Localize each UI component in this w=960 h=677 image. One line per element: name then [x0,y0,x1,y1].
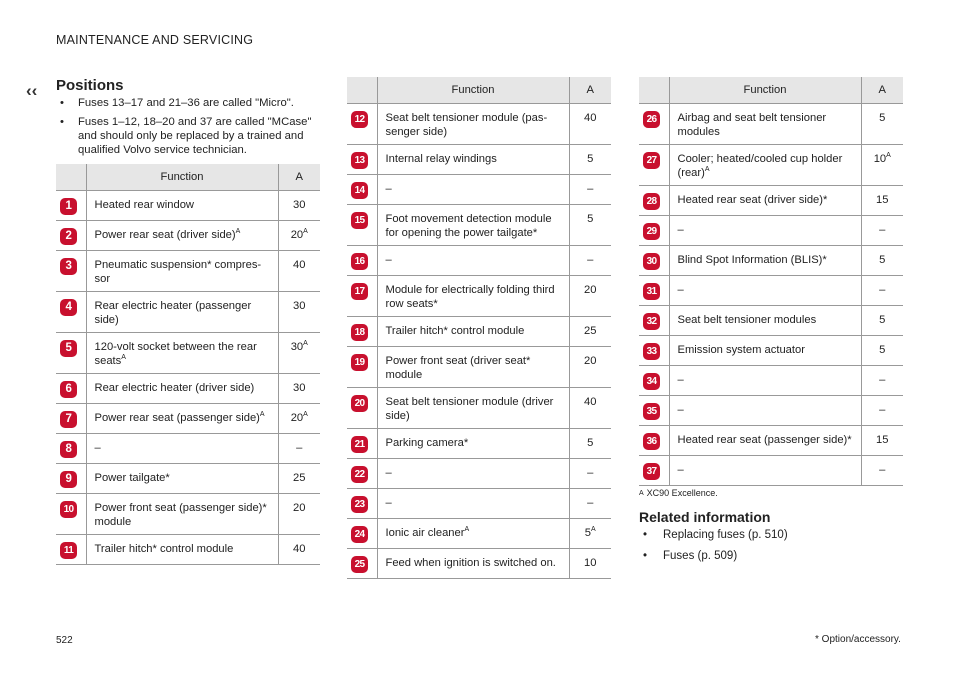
fuse-function-cell [669,246,861,276]
fuse-amperage-cell [569,104,611,145]
fuse-row [639,456,903,486]
fuse-amperage-cell [569,205,611,246]
fuse-amperage-text: 10 [584,557,597,569]
fuse-number-cell [347,104,377,145]
fuse-row [347,519,611,549]
fuse-number-cell [639,276,669,306]
fuse-number-cell [56,221,86,251]
fuse-amperage-text: 30 [290,341,304,353]
fuse-amperage-cell [569,388,611,429]
fuse-amperage-text: 5 [879,344,886,356]
bullet-item: • Fuses 1–12, 18–20 and 37 are called "MCase" and should only be replaced by a trained and qualified Volvo service technician. [56,115,326,157]
fuse-amperage-cell [861,246,903,276]
fuse-row [56,374,320,404]
footnote-marker: A [886,152,891,159]
fuse-number-badge: 18 [351,324,368,341]
fuse-function-text: Blind Spot Information (BLIS)* [677,254,827,266]
fuse-function-text: Module for electrically folding third row seats* [385,284,555,310]
fuse-number-badge: 16 [351,253,368,270]
fuse-row [347,145,611,175]
related-information-list [639,528,788,570]
fuse-function-text: – [385,183,392,195]
fuse-number-badge: 22 [351,466,368,483]
fuse-function-cell [86,221,278,251]
fuse-function-cell [86,464,278,494]
fuse-amperage-text: 40 [293,259,306,271]
fuse-amperage-cell [569,429,611,459]
footnote-marker: A [639,490,644,497]
footnote-marker: A [464,526,470,533]
fuse-number-cell [639,145,669,186]
fuse-amperage-cell [569,519,611,549]
fuse-number-badge: 36 [643,433,660,450]
fuse-function-cell [86,404,278,434]
fuse-function-text: Heated rear window [94,199,194,211]
fuse-function-text: Rear electric heater (passenger side) [94,300,252,326]
fuse-amperage-cell [569,489,611,519]
fuse-amperage-text: 30 [293,382,306,394]
fuse-function-cell [377,246,569,276]
fuse-row [56,333,320,374]
fuse-amperage-cell [569,276,611,317]
fuse-table-1 [56,164,320,565]
fuse-row [639,306,903,336]
fuse-row [639,396,903,426]
fuse-number-cell [56,535,86,565]
fuse-function-cell [377,429,569,459]
fuse-number-badge: 4 [60,299,77,316]
fuse-number-badge: 29 [643,223,660,240]
fuse-function-cell [86,434,278,464]
fuse-row [56,535,320,565]
fuse-function-cell [86,292,278,333]
fuse-number-badge: 14 [351,182,368,199]
fuse-function-text: Seat belt tensioner modules [677,314,817,326]
fuse-function-text: Emission system actuator [677,344,805,356]
fuse-function-text: Internal relay windings [385,153,497,165]
fuse-function-text: Trailer hitch* control module [94,543,234,555]
fuse-function-text: – [677,224,684,236]
fuse-function-text: Seat belt tensioner module (driver side) [385,396,554,422]
fuse-number-cell [639,246,669,276]
fuse-amperage-text: 25 [293,472,306,484]
fuse-row [639,336,903,366]
fuse-function-text: Power rear seat (driver side) [94,229,236,241]
fuse-function-text: Ionic air cleaner [385,527,465,539]
column-header-number [56,164,86,191]
related-information-title: Related information [639,509,771,525]
fuse-number-cell [347,145,377,175]
fuse-amperage-text: 40 [584,112,597,124]
fuse-function-text: Feed when ignition is switched on. [385,557,556,569]
footnote-marker: A [259,411,265,418]
fuse-number-cell [639,104,669,145]
fuse-amperage-cell [861,104,903,145]
fuse-amperage-text: 5 [584,527,592,539]
fuse-number-cell [347,175,377,205]
fuse-number-cell [347,276,377,317]
fuse-number-cell [56,434,86,464]
fuse-function-text: Heated rear seat (driver side)* [677,194,828,206]
fuse-function-text: Heated rear seat (passenger side)* [677,434,852,446]
fuse-function-text: – [385,254,392,266]
fuse-amperage-text: 40 [293,543,306,555]
fuse-amperage-cell [861,276,903,306]
fuse-function-cell [86,494,278,535]
fuse-row [639,216,903,246]
fuse-row [639,426,903,456]
fuse-row [347,276,611,317]
fuse-row [56,434,320,464]
fuse-function-cell [377,104,569,145]
fuse-amperage-text: 20 [584,284,597,296]
fuse-row [639,104,903,145]
fuse-row [347,175,611,205]
fuse-number-badge: 17 [351,283,368,300]
fuse-amperage-cell [861,186,903,216]
column-header-amperage: A [861,77,903,104]
fuse-row [56,251,320,292]
fuse-amperage-text: 5 [587,153,594,165]
fuse-number-cell [347,317,377,347]
fuse-row [347,429,611,459]
fuse-amperage-text: 5 [587,437,594,449]
fuse-table-3 [639,77,903,486]
footnote-marker: A [303,340,308,347]
fuse-amperage-text: 20 [584,355,597,367]
fuse-number-cell [639,456,669,486]
column-header-amperage: A [569,77,611,104]
fuse-function-cell [669,396,861,426]
fuse-amperage-cell [569,145,611,175]
fuse-number-badge: 26 [643,111,660,128]
fuse-function-text: – [385,467,392,479]
column-header-function: Function [377,77,569,104]
fuse-amperage-cell [861,366,903,396]
fuse-number-cell [639,396,669,426]
fuse-function-text: – [385,497,392,509]
fuse-amperage-cell [278,434,320,464]
fuse-amperage-text: – [587,183,594,195]
fuse-row [56,292,320,333]
fuse-row [56,494,320,535]
fuse-row [347,388,611,429]
fuse-number-cell [56,251,86,292]
fuse-number-badge: 33 [643,343,660,360]
related-link[interactable]: • Fuses (p. 509) [639,549,788,563]
fuse-function-cell [669,276,861,306]
fuse-row [347,317,611,347]
option-accessory-note: * Option/accessory. [815,634,901,645]
back-arrows-icon[interactable]: ‹‹ [26,81,38,100]
fuse-amperage-cell [861,216,903,246]
fuse-row [56,191,320,221]
fuse-amperage-text: – [587,467,594,479]
fuse-amperage-text: – [587,254,594,266]
fuse-function-text: – [94,442,101,454]
fuse-amperage-cell [278,191,320,221]
fuse-function-text: Airbag and seat belt tensioner modules [677,112,827,138]
fuse-number-badge: 34 [643,373,660,390]
fuse-amperage-cell [278,221,320,251]
fuse-amperage-text: 15 [876,194,889,206]
fuse-number-cell [347,519,377,549]
fuse-amperage-text: 5 [587,213,594,225]
fuse-number-badge: 37 [643,463,660,480]
fuse-function-text: 120-volt socket between the rear seats [94,341,257,367]
positions-bullets [56,96,326,162]
fuse-amperage-text: 30 [293,300,306,312]
fuse-number-badge: 28 [643,193,660,210]
fuse-number-badge: 13 [351,152,368,169]
fuse-number-cell [347,429,377,459]
fuse-row [347,104,611,145]
fuse-amperage-text: – [879,224,886,236]
fuse-number-cell [347,347,377,388]
fuse-function-text: – [677,374,684,386]
column-header-number [639,77,669,104]
fuse-amperage-cell [569,549,611,579]
fuse-function-cell [377,145,569,175]
fuse-function-cell [86,191,278,221]
fuse-amperage-cell [861,396,903,426]
fuse-amperage-text: 20 [293,502,306,514]
fuse-number-cell [347,246,377,276]
fuse-amperage-text: 25 [584,325,597,337]
footnote [639,488,718,498]
fuse-function-cell [669,456,861,486]
fuse-amperage-cell [569,246,611,276]
fuse-number-badge: 2 [60,228,77,245]
fuse-row [347,205,611,246]
footnote-text: XC90 Excellence. [646,488,718,498]
fuse-row [56,404,320,434]
fuse-number-badge: 30 [643,253,660,270]
fuse-function-cell [377,276,569,317]
fuse-function-text: Power tailgate* [94,472,170,484]
fuse-function-text: Power rear seat (passenger side) [94,412,260,424]
fuse-number-badge: 27 [643,152,660,169]
related-link[interactable]: • Replacing fuses (p. 510) [639,528,788,542]
fuse-number-badge: 1 [60,198,77,215]
fuse-function-text: – [677,464,684,476]
column-header-function: Function [86,164,278,191]
footnote-marker: A [303,228,308,235]
fuse-function-text: Cooler; heated/cooled cup holder (rear) [677,153,843,179]
column-header-function: Function [669,77,861,104]
fuse-row [639,246,903,276]
fuse-amperage-text: 20 [290,412,304,424]
fuse-function-cell [86,333,278,374]
fuse-function-cell [669,426,861,456]
fuse-function-cell [669,104,861,145]
fuse-function-text: Power front seat (passenger side)* module [94,502,267,528]
page-number: 522 [56,635,73,646]
fuse-amperage-cell [278,292,320,333]
fuse-amperage-text: 15 [876,434,889,446]
fuse-number-badge: 6 [60,381,77,398]
fuse-amperage-cell [861,426,903,456]
fuse-amperage-cell [861,306,903,336]
fuse-function-cell [669,366,861,396]
fuse-number-cell [639,306,669,336]
fuse-amperage-cell [569,175,611,205]
fuse-row [347,549,611,579]
fuse-function-cell [377,175,569,205]
fuse-number-badge: 9 [60,471,77,488]
fuse-table-2 [347,77,611,579]
fuse-amperage-text: – [587,497,594,509]
fuse-number-badge: 24 [351,526,368,543]
fuse-amperage-text: – [879,404,886,416]
fuse-row [639,366,903,396]
fuse-amperage-text: 40 [584,396,597,408]
fuse-number-cell [56,404,86,434]
fuse-number-badge: 3 [60,258,77,275]
fuse-number-badge: 21 [351,436,368,453]
fuse-number-badge: 5 [60,340,77,357]
bullet-item: • Fuses 13–17 and 21–36 are called "Micro". [56,96,326,110]
fuse-number-cell [56,333,86,374]
fuse-function-text: Pneumatic suspension* compres-sor [94,259,262,285]
fuse-number-badge: 15 [351,212,368,229]
fuse-amperage-text: 30 [293,199,306,211]
fuse-function-text: Parking camera* [385,437,469,449]
footnote-marker: A [121,354,126,361]
fuse-number-cell [347,489,377,519]
fuse-amperage-cell [569,459,611,489]
fuse-function-text: – [677,404,684,416]
fuse-amperage-cell [569,347,611,388]
fuse-amperage-cell [278,464,320,494]
column-header-amperage: A [278,164,320,191]
fuse-number-badge: 7 [60,411,77,428]
fuse-function-cell [377,489,569,519]
fuse-amperage-cell [278,333,320,374]
fuse-function-cell [377,459,569,489]
fuse-function-cell [86,535,278,565]
fuse-number-cell [639,186,669,216]
fuse-function-cell [669,145,861,186]
fuse-amperage-text: 5 [879,254,886,266]
fuse-function-cell [669,186,861,216]
fuse-number-badge: 10 [60,501,77,518]
fuse-function-cell [377,347,569,388]
fuse-function-text: Foot movement detection module for opening the power tailgate* [385,213,552,239]
fuse-row [56,221,320,251]
fuse-amperage-text: – [879,464,886,476]
fuse-amperage-cell [278,404,320,434]
fuse-function-cell [377,549,569,579]
fuse-function-cell [86,251,278,292]
fuse-row [347,489,611,519]
fuse-amperage-text: – [879,284,886,296]
footnote-marker: A [704,166,710,173]
fuse-number-cell [347,549,377,579]
fuse-number-badge: 31 [643,283,660,300]
fuse-number-cell [639,336,669,366]
fuse-row [347,347,611,388]
fuse-number-badge: 19 [351,354,368,371]
fuse-amperage-text: 20 [290,229,304,241]
fuse-amperage-text: – [296,442,303,454]
fuse-number-cell [639,366,669,396]
fuse-amperage-cell [278,494,320,535]
fuse-number-cell [347,205,377,246]
fuse-row [347,459,611,489]
fuse-function-text: Rear electric heater (driver side) [94,382,255,394]
fuse-row [347,246,611,276]
fuse-amperage-cell [861,336,903,366]
fuse-amperage-cell [278,535,320,565]
footnote-marker: A [591,526,596,533]
column-header-number [347,77,377,104]
fuse-function-text: Seat belt tensioner module (pas-senger side) [385,112,548,138]
fuse-function-cell [669,216,861,246]
page-header: MAINTENANCE AND SERVICING [56,33,254,47]
fuse-amperage-cell [861,456,903,486]
fuse-number-cell [347,388,377,429]
fuse-amperage-text: 10 [873,153,887,165]
fuse-number-cell [639,216,669,246]
fuse-number-badge: 20 [351,395,368,412]
fuse-amperage-cell [569,317,611,347]
fuse-row [639,145,903,186]
fuse-amperage-text: 5 [879,314,886,326]
fuse-function-cell [377,317,569,347]
fuse-number-badge: 8 [60,441,77,458]
fuse-number-cell [639,426,669,456]
fuse-number-cell [56,464,86,494]
fuse-number-badge: 23 [351,496,368,513]
fuse-function-cell [669,336,861,366]
section-title: Positions [56,77,124,94]
fuse-number-badge: 32 [643,313,660,330]
fuse-number-cell [56,494,86,535]
fuse-number-badge: 11 [60,542,77,559]
fuse-row [639,186,903,216]
fuse-amperage-text: 5 [879,112,886,124]
fuse-function-cell [669,306,861,336]
fuse-number-badge: 25 [351,556,368,573]
fuse-number-cell [347,459,377,489]
footnote-marker: A [235,228,241,235]
fuse-amperage-cell [278,251,320,292]
fuse-amperage-text: – [879,374,886,386]
fuse-function-text: Power front seat (driver seat* module [385,355,531,381]
fuse-row [56,464,320,494]
fuse-number-badge: 35 [643,403,660,420]
fuse-number-cell [56,292,86,333]
fuse-function-cell [377,519,569,549]
fuse-function-cell [377,388,569,429]
fuse-amperage-cell [278,374,320,404]
fuse-number-cell [56,191,86,221]
fuse-row [639,276,903,306]
footnote-marker: A [303,411,308,418]
fuse-number-badge: 12 [351,111,368,128]
fuse-function-text: – [677,284,684,296]
fuse-amperage-cell [861,145,903,186]
fuse-number-cell [56,374,86,404]
fuse-function-text: Trailer hitch* control module [385,325,525,337]
fuse-function-cell [377,205,569,246]
fuse-function-cell [86,374,278,404]
